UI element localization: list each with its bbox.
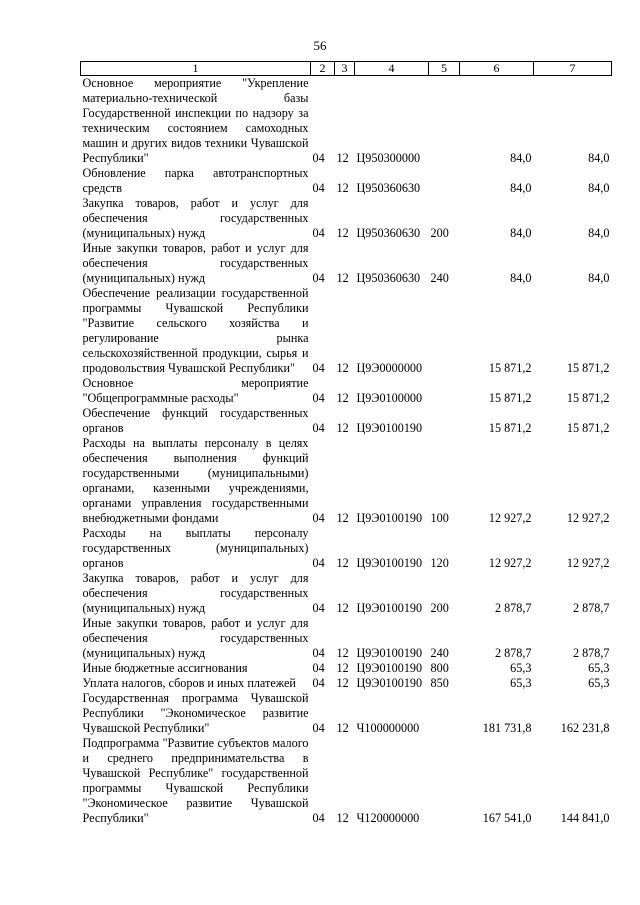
row-name: Обеспечение функций государственных органов	[82, 406, 309, 435]
row-subsection: 12	[336, 601, 349, 615]
header-col-2: 2	[311, 62, 335, 76]
row-amount-2: 2 878,7	[572, 646, 610, 660]
row-section: 04	[312, 361, 325, 375]
table-row	[81, 241, 612, 286]
row-subsection: 12	[336, 676, 349, 690]
row-expense-type	[429, 406, 460, 436]
row-name: Обеспечение реализации государственной программы Чувашской Республики "Развитие сельского хозяйства и регулирование рынка сельскохозяйственной продукции, сырья и продовольствия Чувашской Республики"	[82, 286, 309, 375]
row-target-article: Ц9Э0100190	[356, 646, 423, 660]
row-expense-type	[429, 286, 460, 376]
row-target-article: Ц950360630	[356, 226, 421, 240]
table-row	[81, 526, 612, 571]
row-name: Основное мероприятие "Общепрограммные расходы"	[82, 376, 309, 405]
row-expense-type: 100	[430, 511, 449, 525]
row-target-article: Ч120000000	[356, 811, 420, 825]
row-section: 04	[312, 511, 325, 525]
row-expense-type	[429, 691, 460, 736]
row-amount-1: 2 878,7	[494, 601, 532, 615]
row-subsection: 12	[336, 421, 349, 435]
row-name: Расходы на выплаты персоналу в целях обеспечения выполнения функций государственными (муниципальными) органами, казенными учреждениями, органами управления государственными внебюджетными фондами	[82, 436, 309, 525]
table-row	[81, 691, 612, 736]
table-row	[81, 406, 612, 436]
row-name: Иные закупки товаров, работ и услуг для обеспечения государственных (муниципальных) нужд	[82, 241, 309, 285]
row-subsection: 12	[336, 361, 349, 375]
row-target-article: Ц9Э0000000	[356, 361, 423, 375]
row-section: 04	[312, 391, 325, 405]
table-row	[81, 376, 612, 406]
row-name: Государственная программа Чувашской Республики "Экономическое развитие Чувашской Республики"	[82, 691, 309, 735]
row-target-article: Ц9Э0100190	[356, 676, 423, 690]
row-target-article: Ц9Э0100190	[356, 661, 423, 675]
row-section: 04	[312, 421, 325, 435]
row-subsection: 12	[336, 721, 349, 735]
row-section: 04	[312, 181, 325, 195]
row-name: Подпрограмма "Развитие субъектов малого и среднего предпринимательства в Чувашской Республике" государственной программы Чувашской Республики "Экономическое развитие Чувашской Республики"	[82, 736, 309, 825]
row-amount-1: 65,3	[510, 676, 532, 690]
row-expense-type	[429, 376, 460, 406]
header-col-1: 1	[81, 62, 311, 76]
row-amount-2: 84,0	[588, 271, 610, 285]
row-expense-type: 800	[430, 661, 449, 675]
table-row	[81, 616, 612, 661]
row-amount-1: 84,0	[510, 181, 532, 195]
row-name: Основное мероприятие "Укрепление материально-технической базы Государственной инспекции по надзору за техническим состоянием самоходных машин и других видов техники Чувашской Республики"	[82, 76, 309, 165]
row-name: Иные закупки товаров, работ и услуг для обеспечения государственных (муниципальных) нужд	[82, 616, 309, 660]
row-amount-1: 84,0	[510, 271, 532, 285]
row-amount-2: 15 871,2	[566, 391, 610, 405]
row-amount-1: 65,3	[510, 661, 532, 675]
row-section: 04	[312, 226, 325, 240]
row-amount-1: 12 927,2	[488, 556, 532, 570]
table-row	[81, 661, 612, 676]
row-amount-1: 12 927,2	[488, 511, 532, 525]
row-amount-1: 84,0	[510, 226, 532, 240]
row-amount-2: 65,3	[588, 676, 610, 690]
row-subsection: 12	[336, 151, 349, 165]
row-amount-2: 12 927,2	[566, 511, 610, 525]
row-amount-1: 84,0	[510, 151, 532, 165]
row-section: 04	[312, 646, 325, 660]
row-section: 04	[312, 271, 325, 285]
table-row	[81, 76, 612, 167]
header-col-4: 4	[355, 62, 429, 76]
table-row	[81, 196, 612, 241]
row-expense-type: 240	[430, 646, 449, 660]
row-subsection: 12	[336, 226, 349, 240]
row-target-article: Ч100000000	[356, 721, 420, 735]
page-number: 56	[313, 38, 327, 53]
row-amount-2: 84,0	[588, 226, 610, 240]
row-name: Закупка товаров, работ и услуг для обеспечения государственных (муниципальных) нужд	[82, 196, 309, 240]
row-amount-2: 65,3	[588, 661, 610, 675]
table-row	[81, 286, 612, 376]
header-col-3: 3	[335, 62, 355, 76]
row-amount-2: 84,0	[588, 151, 610, 165]
row-target-article: Ц9Э0100190	[356, 601, 423, 615]
row-expense-type: 240	[430, 271, 449, 285]
row-target-article: Ц950360630	[356, 271, 421, 285]
row-name: Иные бюджетные ассигнования	[82, 661, 248, 675]
row-target-article: Ц9Э0100190	[356, 511, 423, 525]
row-amount-2: 12 927,2	[566, 556, 610, 570]
row-amount-2: 15 871,2	[566, 421, 610, 435]
row-section: 04	[312, 811, 325, 825]
row-amount-2: 15 871,2	[566, 361, 610, 375]
row-section: 04	[312, 601, 325, 615]
budget-table	[80, 61, 612, 826]
row-section: 04	[312, 151, 325, 165]
row-expense-type	[429, 76, 460, 167]
row-amount-1: 15 871,2	[488, 421, 532, 435]
table-row	[81, 571, 612, 616]
header-col-6: 6	[460, 62, 534, 76]
row-amount-1: 15 871,2	[488, 361, 532, 375]
header-col-7: 7	[534, 62, 612, 76]
row-name: Обновление парка автотранспортных средств	[82, 166, 309, 195]
row-expense-type: 200	[430, 226, 449, 240]
table-row	[81, 676, 612, 691]
row-expense-type: 200	[430, 601, 449, 615]
row-target-article: Ц9Э0100000	[356, 391, 423, 405]
row-target-article: Ц950300000	[356, 151, 421, 165]
table-row	[81, 436, 612, 526]
row-target-article: Ц950360630	[356, 181, 421, 195]
row-section: 04	[312, 676, 325, 690]
row-subsection: 12	[336, 556, 349, 570]
row-name: Расходы на выплаты персоналу государственных (муниципальных) органов	[82, 526, 309, 570]
row-amount-1: 167 541,0	[482, 811, 532, 825]
row-section: 04	[312, 721, 325, 735]
row-subsection: 12	[336, 811, 349, 825]
row-amount-2: 144 841,0	[560, 811, 610, 825]
row-name: Закупка товаров, работ и услуг для обеспечения государственных (муниципальных) нужд	[82, 571, 309, 615]
table-header-row	[81, 62, 612, 76]
row-amount-1: 15 871,2	[488, 391, 532, 405]
row-amount-1: 181 731,8	[482, 721, 532, 735]
row-name: Уплата налогов, сборов и иных платежей	[82, 676, 296, 690]
table-row	[81, 166, 612, 196]
row-amount-2: 162 231,8	[560, 721, 610, 735]
table-row	[81, 736, 612, 826]
row-expense-type	[429, 736, 460, 826]
row-section: 04	[312, 661, 325, 675]
row-subsection: 12	[336, 391, 349, 405]
row-subsection: 12	[336, 646, 349, 660]
row-subsection: 12	[336, 181, 349, 195]
row-target-article: Ц9Э0100190	[356, 421, 423, 435]
row-subsection: 12	[336, 511, 349, 525]
row-target-article: Ц9Э0100190	[356, 556, 423, 570]
row-subsection: 12	[336, 271, 349, 285]
header-col-5: 5	[429, 62, 460, 76]
row-expense-type	[429, 166, 460, 196]
row-expense-type: 850	[430, 676, 449, 690]
row-amount-2: 84,0	[588, 181, 610, 195]
row-expense-type: 120	[430, 556, 449, 570]
row-section: 04	[312, 556, 325, 570]
row-subsection: 12	[336, 661, 349, 675]
row-amount-1: 2 878,7	[494, 646, 532, 660]
row-amount-2: 2 878,7	[572, 601, 610, 615]
